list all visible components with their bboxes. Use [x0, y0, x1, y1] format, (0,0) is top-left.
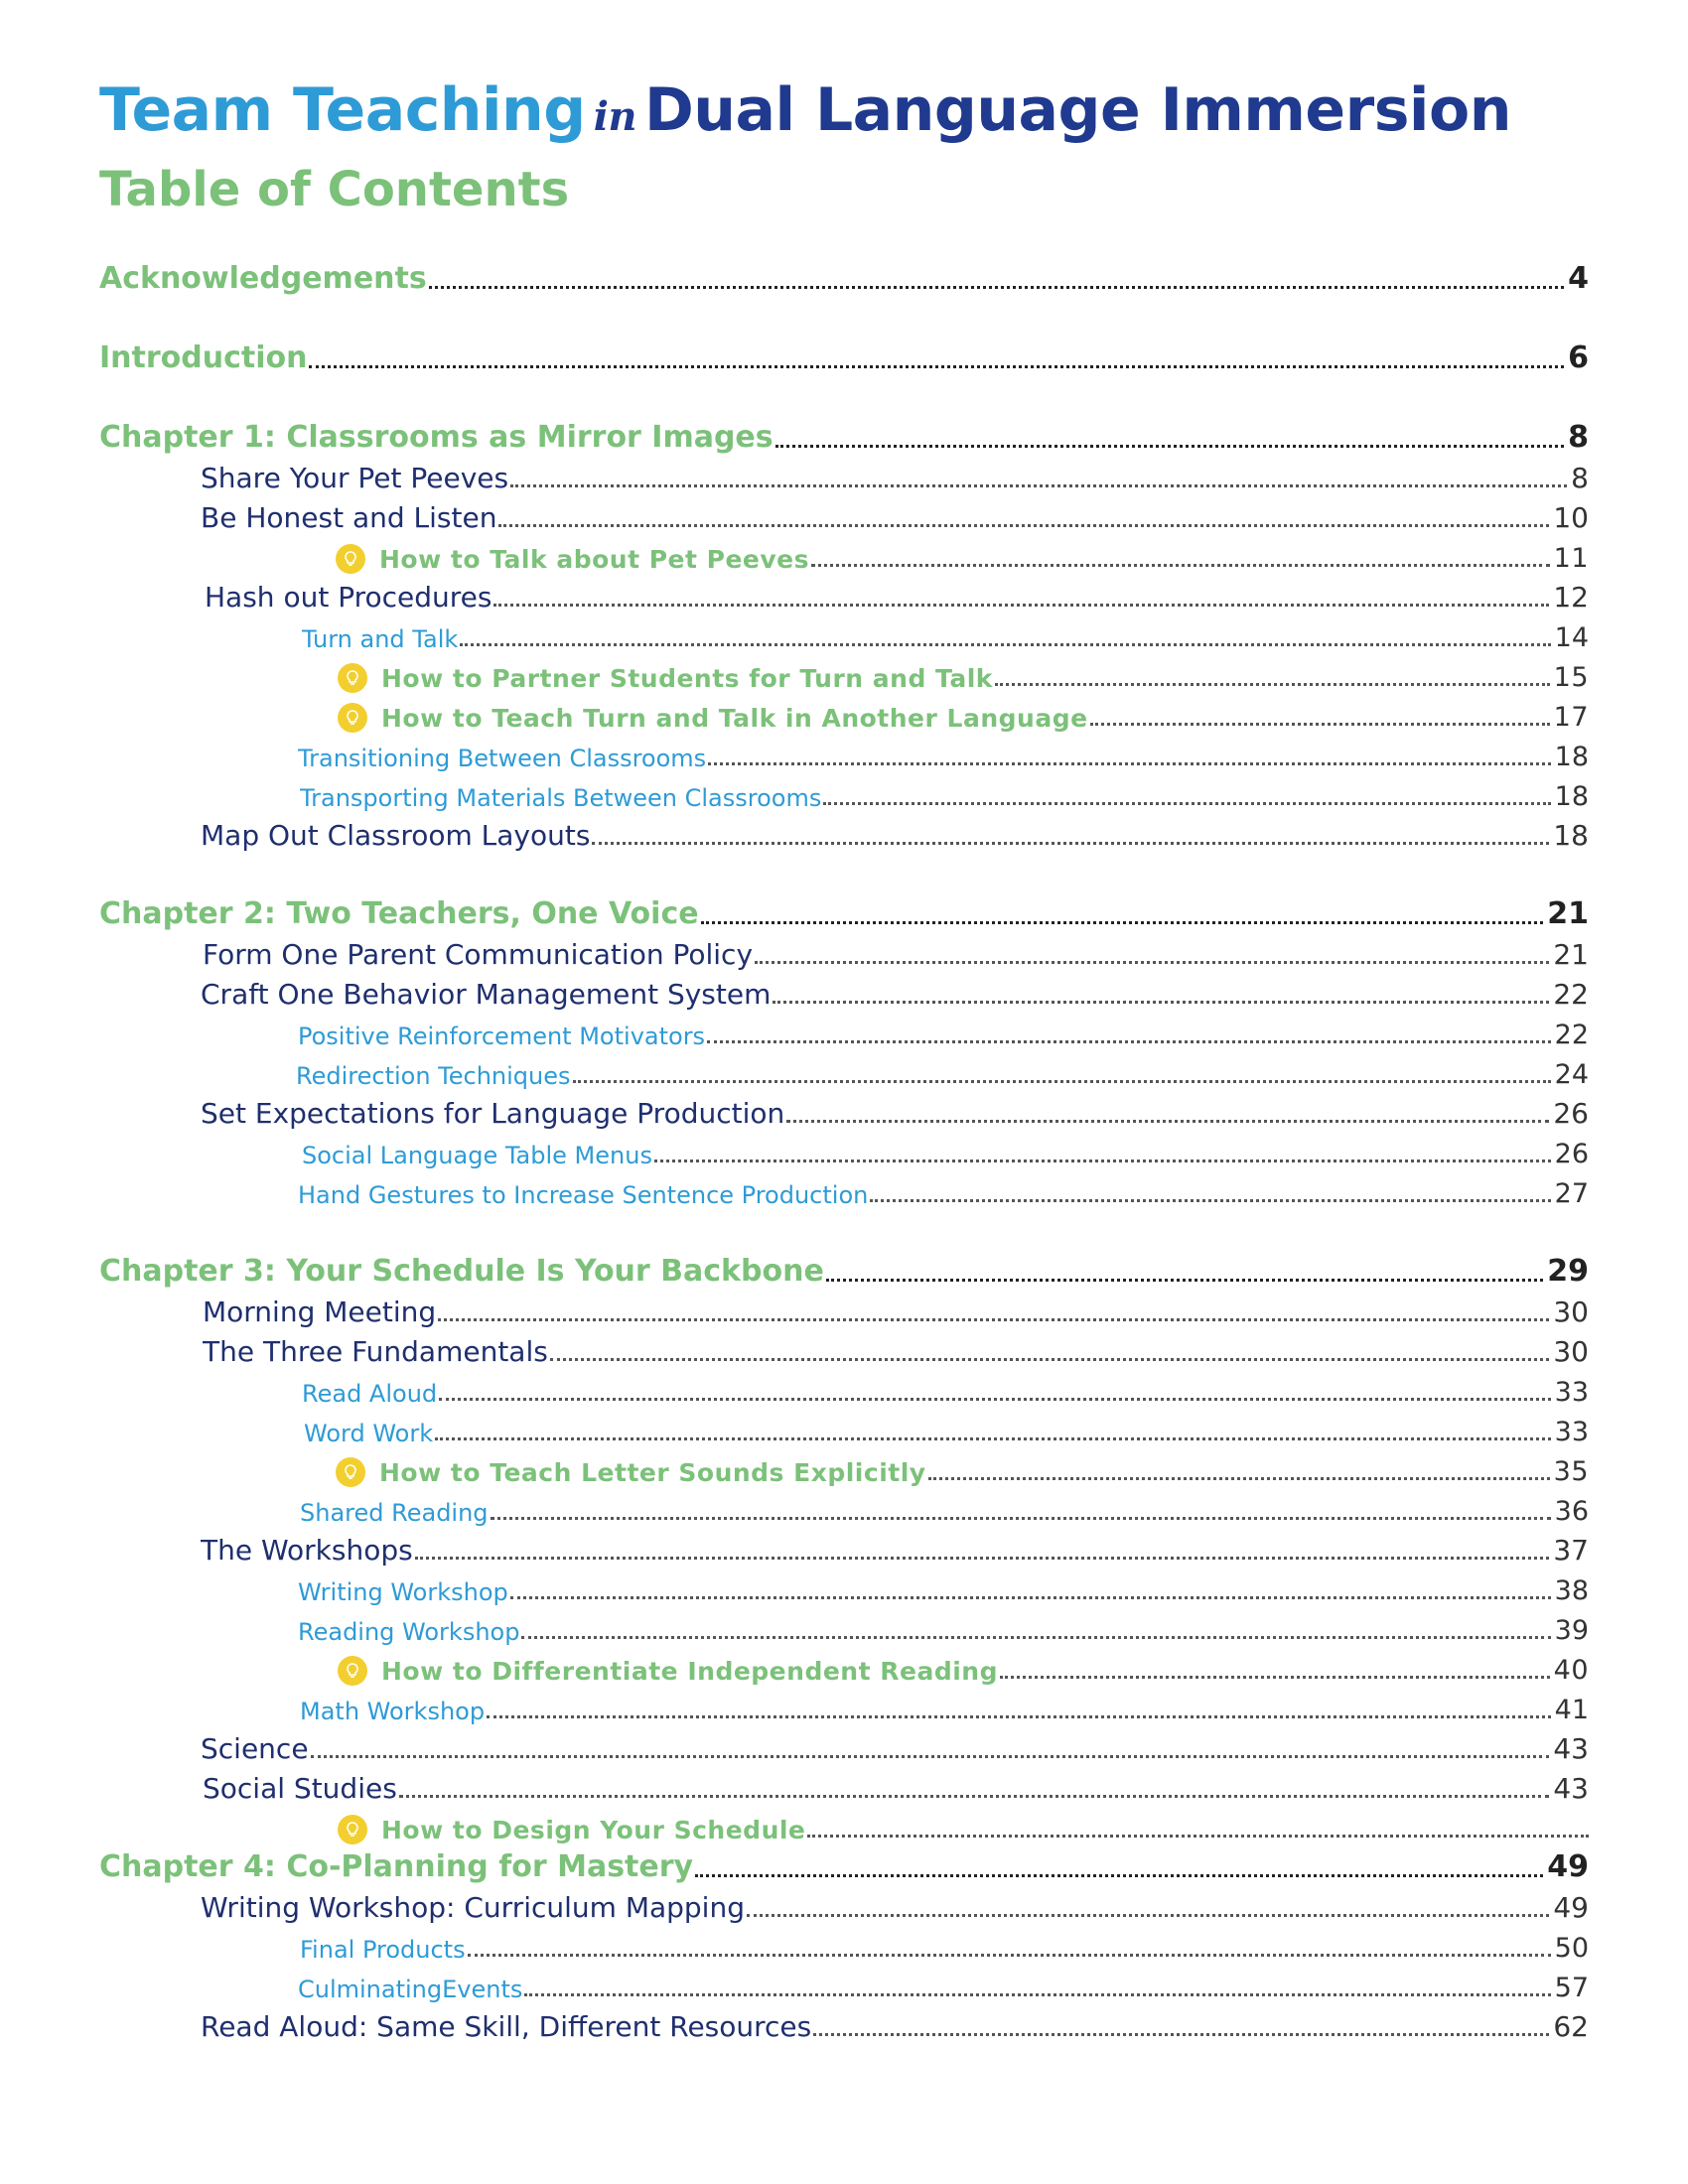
toc-entry-math-workshop[interactable]: [300, 1692, 1589, 1725]
toc-entry-label: Share Your Pet Peeves: [201, 462, 509, 494]
lightbulb-icon: [336, 1457, 365, 1487]
toc-entry-page: 4: [1568, 262, 1589, 296]
toc-entry-label: Map Out Classroom Layouts: [201, 819, 591, 852]
toc-entry-label: Chapter 1: Classrooms as Mirror Images: [99, 421, 774, 455]
toc-entry-page: 33: [1554, 1417, 1589, 1447]
leader-dots: [399, 1795, 1550, 1798]
lightbulb-icon: [338, 703, 367, 733]
toc-entry-social-studies[interactable]: [203, 1771, 1589, 1805]
leader-dots: [995, 683, 1550, 686]
leader-dots: [460, 643, 1550, 646]
toc-entry-page: 10: [1553, 501, 1589, 534]
toc-entry-tip-independent-reading[interactable]: [338, 1652, 1589, 1686]
toc-entry-page: 37: [1553, 1534, 1589, 1567]
toc-entry-tip-pet-peeves[interactable]: [336, 540, 1589, 574]
toc-entry-turn-and-talk[interactable]: [302, 619, 1589, 653]
toc-entry-page: 49: [1553, 1891, 1589, 1924]
lightbulb-icon: [336, 544, 365, 574]
toc-entry-page: 38: [1554, 1575, 1589, 1606]
toc-entry-label: Transitioning Between Classrooms: [298, 745, 707, 772]
toc-entry-curriculum-mapping[interactable]: [201, 1890, 1589, 1924]
toc-entry-label: Writing Workshop: Curriculum Mapping: [201, 1891, 745, 1924]
toc-entry-label: Reading Workshop: [298, 1618, 520, 1646]
toc-heading: Table of Contents: [99, 162, 570, 217]
toc-entry-behavior-management[interactable]: [201, 977, 1589, 1011]
toc-entry-hand-gestures[interactable]: [298, 1175, 1589, 1209]
toc-entry-chapter-1[interactable]: [99, 421, 1589, 455]
leader-dots: [755, 961, 1549, 964]
toc-entry-tip-letter-sounds[interactable]: [336, 1453, 1589, 1487]
toc-entry-final-products[interactable]: [300, 1930, 1589, 1964]
leader-dots: [813, 2033, 1549, 2036]
toc-entry-redirection[interactable]: [296, 1056, 1589, 1090]
toc-entry-language-production[interactable]: [201, 1096, 1589, 1130]
leader-dots: [309, 365, 1564, 368]
toc-entry-page: 21: [1553, 938, 1589, 971]
toc-entry-the-workshops[interactable]: [201, 1533, 1589, 1567]
leader-dots: [429, 286, 1564, 289]
toc-entry-page: 43: [1553, 1732, 1589, 1765]
lightbulb-icon: [338, 1815, 367, 1844]
toc-entry-label: Writing Workshop: [298, 1578, 508, 1606]
toc-entry-page: 35: [1553, 1456, 1589, 1487]
toc-entry-share-pet-peeves[interactable]: [201, 461, 1589, 494]
toc-entry-page: 8: [1568, 421, 1589, 455]
toc-entry-page: 26: [1554, 1139, 1589, 1169]
toc-entry-shared-reading[interactable]: [300, 1493, 1589, 1527]
leader-dots: [707, 1040, 1551, 1043]
toc-entry-label: Morning Meeting: [203, 1296, 437, 1328]
toc-entry-label: Turn and Talk: [302, 625, 459, 653]
leader-dots: [811, 564, 1550, 567]
toc-entry-label: Math Workshop: [300, 1698, 486, 1725]
toc-entry-label: Final Products: [300, 1936, 466, 1964]
toc-entry-page: 57: [1554, 1973, 1589, 2003]
toc-entry-tip-another-language[interactable]: [338, 699, 1589, 733]
toc-entry-map-layouts[interactable]: [201, 818, 1589, 852]
leader-dots: [807, 1835, 1589, 1838]
toc-entry-page: 22: [1554, 1020, 1589, 1050]
toc-entry-acknowledgements[interactable]: [99, 262, 1589, 296]
leader-dots: [524, 1993, 1550, 1996]
toc-entry-label: Word Work: [304, 1420, 434, 1447]
toc-entry-label: How to Design Your Schedule: [381, 1815, 806, 1844]
leader-dots: [1090, 723, 1550, 726]
toc-entry-label: How to Partner Students for Turn and Talk: [381, 663, 993, 693]
toc-entry-label: Chapter 3: Your Schedule Is Your Backbone: [99, 1255, 824, 1289]
toc-entry-label: Acknowledgements: [99, 262, 427, 296]
toc-entry-page: 43: [1553, 1772, 1589, 1805]
toc-entry-label: Be Honest and Listen: [201, 501, 497, 534]
leader-dots: [439, 1398, 1550, 1401]
toc-entry-label: Transporting Materials Between Classrooms: [300, 784, 822, 812]
toc-entry-page: 21: [1547, 897, 1589, 931]
toc-entry-tip-design-schedule[interactable]: [338, 1811, 1589, 1844]
leader-dots: [592, 842, 1549, 845]
leader-dots: [498, 524, 1549, 527]
toc-entry-label: How to Differentiate Independent Reading: [381, 1656, 998, 1686]
toc-entry-science[interactable]: [201, 1731, 1589, 1765]
toc-entry-label: Positive Reinforcement Motivators: [298, 1023, 706, 1050]
lightbulb-icon: [338, 1656, 367, 1686]
toc-entry-page: 40: [1553, 1655, 1589, 1686]
toc-entry-page: 18: [1554, 742, 1589, 772]
toc-entry-page: 33: [1554, 1377, 1589, 1408]
toc-entry-page: 62: [1553, 2010, 1589, 2043]
toc-entry-label: Chapter 4: Co-Planning for Mastery: [99, 1850, 694, 1884]
toc-entry-label: CulminatingEvents: [298, 1976, 523, 2003]
toc-entry-hash-out-procedures[interactable]: [205, 580, 1589, 614]
toc-entry-label: How to Teach Turn and Talk in Another Language: [381, 703, 1088, 733]
toc-entry-page: 27: [1554, 1178, 1589, 1209]
toc-entry-page: 24: [1554, 1059, 1589, 1090]
leader-dots: [311, 1755, 1550, 1758]
leader-dots: [521, 1636, 1550, 1639]
toc-entry-label: Chapter 2: Two Teachers, One Voice: [99, 897, 699, 931]
toc-entry-writing-workshop[interactable]: [298, 1572, 1589, 1606]
toc-entry-three-fundamentals[interactable]: [203, 1334, 1589, 1368]
toc-entry-label: How to Teach Letter Sounds Explicitly: [379, 1457, 926, 1487]
toc-entry-label: Science: [201, 1732, 309, 1765]
toc-entry-positive-reinforcement[interactable]: [298, 1017, 1589, 1050]
leader-dots: [695, 1874, 1543, 1877]
toc-entry-page: 49: [1547, 1850, 1589, 1884]
toc-entry-page: 18: [1553, 819, 1589, 852]
toc-entry-label: Read Aloud: [302, 1380, 438, 1408]
leader-dots: [928, 1477, 1550, 1480]
leader-dots: [510, 484, 1567, 487]
title-part-dual-language: Dual Language Immersion: [643, 75, 1511, 145]
toc-entry-tip-partner-students[interactable]: [338, 659, 1589, 693]
toc-entry-label: Introduction: [99, 341, 308, 375]
toc-entry-reading-workshop[interactable]: [298, 1612, 1589, 1646]
toc-entry-culminating-events[interactable]: [298, 1970, 1589, 2003]
toc-entry-label: Form One Parent Communication Policy: [203, 938, 754, 971]
toc-entry-label: Read Aloud: Same Skill, Different Resources: [201, 2010, 812, 2043]
leader-dots: [438, 1318, 1549, 1321]
toc-entry-page: 17: [1553, 702, 1589, 733]
toc-entry-label: The Three Fundamentals: [203, 1335, 548, 1368]
toc-entry-page: 6: [1568, 341, 1589, 375]
toc-entry-label: Social Studies: [203, 1772, 397, 1805]
toc-entry-page: 29: [1547, 1255, 1589, 1289]
toc-entry-page: 8: [1571, 462, 1589, 494]
toc-entry-page: 15: [1553, 662, 1589, 693]
toc-entry-read-aloud-same-skill[interactable]: [201, 2009, 1589, 2043]
toc-entry-table-menus[interactable]: [302, 1136, 1589, 1169]
toc-entry-read-aloud[interactable]: [302, 1374, 1589, 1408]
leader-dots: [468, 1954, 1551, 1957]
toc-entry-label: Craft One Behavior Management System: [201, 978, 772, 1011]
leader-dots: [510, 1596, 1551, 1599]
toc-entry-label: The Workshops: [201, 1534, 413, 1567]
toc-entry-page: 22: [1553, 978, 1589, 1011]
toc-entry-chapter-3[interactable]: [99, 1255, 1589, 1289]
toc-entry-label: Set Expectations for Language Production: [201, 1097, 785, 1130]
title-part-in: in: [593, 93, 636, 140]
leader-dots: [826, 1279, 1543, 1282]
leader-dots: [870, 1199, 1550, 1202]
toc-entry-label: Social Language Table Menus: [302, 1142, 652, 1169]
leader-dots: [747, 1914, 1549, 1917]
toc-entry-morning-meeting[interactable]: [203, 1295, 1589, 1328]
toc-entry-page: 41: [1554, 1695, 1589, 1725]
toc-entry-page: 30: [1553, 1296, 1589, 1328]
leader-dots: [773, 1001, 1549, 1004]
leader-dots: [654, 1160, 1551, 1162]
leader-dots: [415, 1557, 1550, 1560]
toc-entry-chapter-2[interactable]: [99, 897, 1589, 931]
toc-entry-label: Hash out Procedures: [205, 581, 492, 614]
toc-entry-page: 26: [1553, 1097, 1589, 1130]
toc-entry-be-honest[interactable]: [201, 500, 1589, 534]
toc-entry-chapter-4[interactable]: [99, 1850, 1589, 1884]
toc-entry-word-work[interactable]: [304, 1414, 1589, 1447]
toc-entry-introduction[interactable]: [99, 341, 1589, 375]
toc-entry-page: 50: [1554, 1933, 1589, 1964]
toc-entry-page: 30: [1553, 1335, 1589, 1368]
leader-dots: [491, 1517, 1551, 1520]
leader-dots: [550, 1358, 1550, 1361]
leader-dots: [775, 445, 1564, 448]
toc-entry-page: 39: [1554, 1615, 1589, 1646]
toc-entry-label: How to Talk about Pet Peeves: [379, 544, 810, 574]
toc-entry-page: 11: [1553, 543, 1589, 574]
leader-dots: [435, 1437, 1551, 1440]
leader-dots: [823, 802, 1550, 805]
toc-entry-transporting-materials[interactable]: [300, 778, 1589, 812]
leader-dots: [487, 1715, 1551, 1718]
toc-entry-page: 14: [1554, 622, 1589, 653]
lightbulb-icon: [338, 663, 367, 693]
toc-entry-transitioning[interactable]: [298, 739, 1589, 772]
leader-dots: [573, 1080, 1551, 1083]
leader-dots: [786, 1120, 1549, 1123]
toc-entry-label: Redirection Techniques: [296, 1062, 571, 1090]
toc-entry-page: 18: [1554, 781, 1589, 812]
toc-entry-label: Hand Gestures to Increase Sentence Production: [298, 1181, 869, 1209]
leader-dots: [701, 921, 1544, 924]
toc-entry-page: 36: [1554, 1496, 1589, 1527]
leader-dots: [708, 762, 1550, 765]
toc-entry-parent-communication[interactable]: [203, 937, 1589, 971]
toc-entry-page: 12: [1553, 581, 1589, 614]
title-part-team-teaching: Team Teaching: [99, 75, 586, 145]
leader-dots: [1000, 1676, 1550, 1679]
toc-entry-label: Shared Reading: [300, 1499, 489, 1527]
leader-dots: [493, 604, 1549, 607]
